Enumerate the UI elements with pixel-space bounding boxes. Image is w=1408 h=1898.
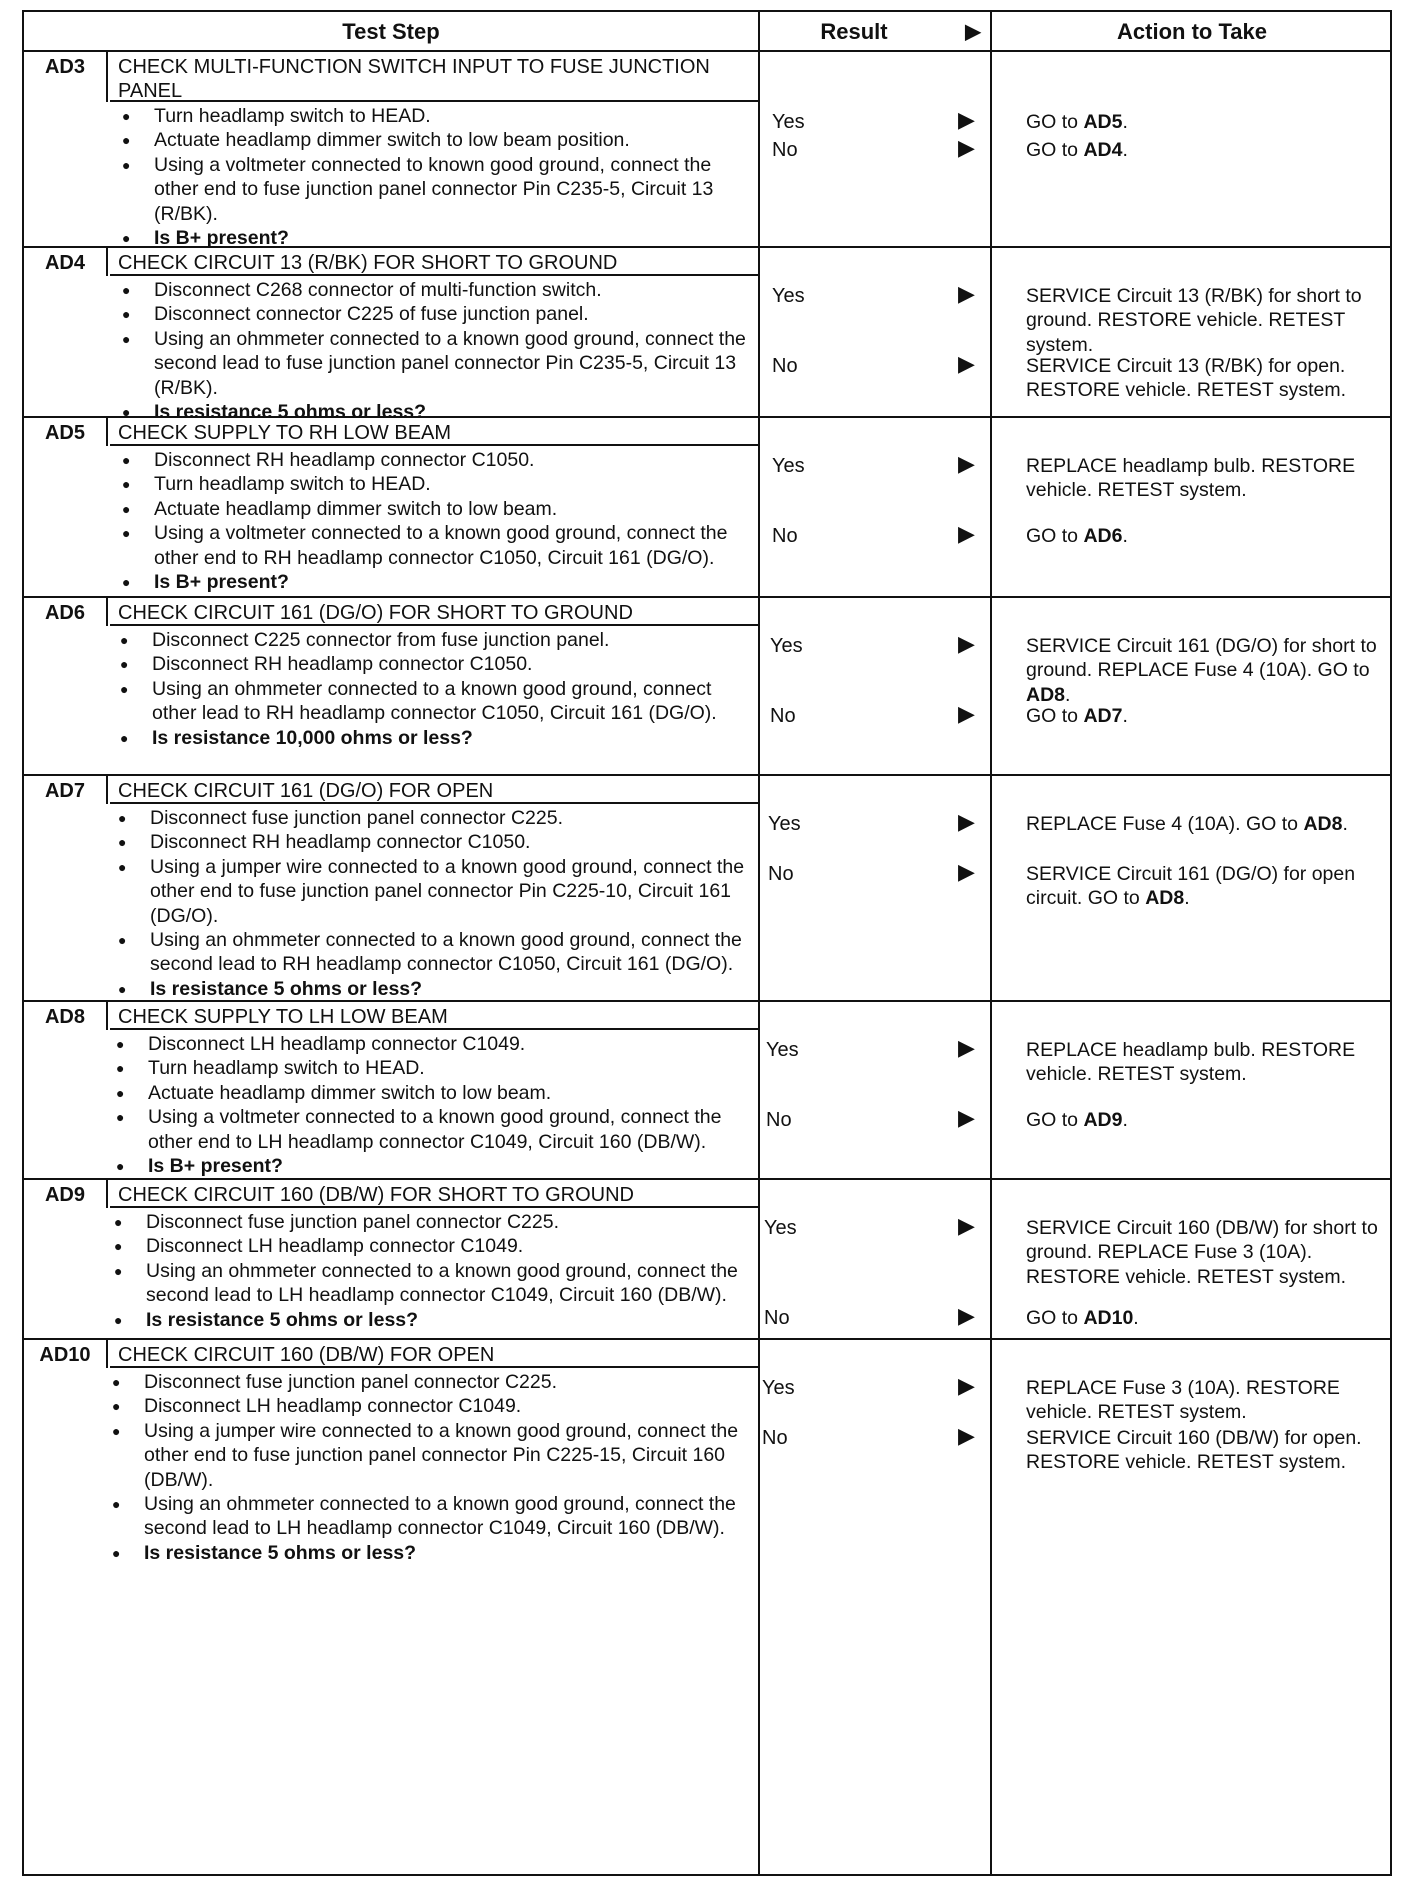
step-reference: AD8 [1145, 887, 1185, 910]
test-step-ad8 [24, 1002, 758, 1178]
instruction-item: ● Disconnect C268 connector of multi-function switch. [114, 278, 752, 302]
row-divider [24, 246, 1390, 248]
result-yes: Yes [772, 111, 805, 133]
step-id: AD7 [24, 776, 108, 804]
instruction-item: ● Actuate headlamp dimmer switch to low beam. [108, 1081, 752, 1105]
row-divider [24, 416, 1390, 418]
step-question: ● Is resistance 5 ohms or less? [114, 400, 752, 424]
instruction-item: ● Turn headlamp switch to HEAD. [108, 1056, 752, 1080]
arrow-right-icon: ▶ [958, 1105, 975, 1130]
result-no: No [772, 139, 798, 161]
instruction-item: ● Using a jumper wire connected to a known good ground, connect the other end to fuse junction panel connector Pin C225-15, Circuit 160 (DB/W). [104, 1419, 752, 1492]
instruction-item: ● Using an ohmmeter connected to a known good ground, connect the second lead to LH headlamp connector C1049, Circuit 160 (DB/W). [106, 1259, 752, 1308]
arrow-right-icon: ▶ [958, 631, 975, 656]
step-id: AD6 [24, 598, 108, 626]
step-reference: AD6 [1083, 525, 1123, 547]
step-reference: AD4 [1083, 139, 1123, 161]
result-no: No [772, 525, 798, 547]
instruction-item: ● Actuate headlamp dimmer switch to low beam position. [114, 128, 752, 152]
result-no: No [768, 863, 794, 885]
step-instructions [110, 806, 752, 1001]
action-to-take: SERVICE Circuit 13 (R/BK) for short to ground. RESTORE vehicle. RETEST system. [1026, 285, 1362, 356]
instruction-item: ● Using an ohmmeter connected to a known good ground, connect other lead to RH headlamp connector C1050, Circuit 161 (DG/O). [112, 677, 752, 726]
instruction-item: ● Using an ohmmeter connected to a known good ground, connect the second lead to fuse junction panel connector Pin C235-5, Circuit 13 (R/BK). [114, 327, 752, 400]
action-to-take: REPLACE headlamp bulb. RESTORE vehicle. RETEST system. [1026, 455, 1356, 502]
step-instructions [114, 448, 752, 594]
row-divider [24, 596, 1390, 598]
step-question: ● Is B+ present? [108, 1154, 752, 1178]
step-question: ● Is resistance 5 ohms or less? [106, 1308, 752, 1332]
instruction-item: ● Using an ohmmeter connected to a known good ground, connect the second lead to LH headlamp connector C1049, Circuit 160 (DB/W). [104, 1492, 752, 1541]
step-title: CHECK CIRCUIT 161 (DG/O) FOR SHORT TO GROUND [110, 598, 758, 626]
step-instructions [114, 278, 752, 424]
action-to-take: REPLACE Fuse 4 (10A). GO to AD8. [1026, 813, 1348, 835]
action-to-take: GO to AD4. [1026, 139, 1128, 161]
action-to-take: REPLACE headlamp bulb. RESTORE vehicle. RETEST system. [1026, 1039, 1356, 1086]
step-question: ● Is resistance 5 ohms or less? [110, 977, 752, 1001]
action-to-take: GO to AD9. [1026, 1109, 1128, 1131]
arrow-right-icon: ▶ [958, 521, 975, 546]
result-yes: Yes [762, 1377, 795, 1399]
step-id: AD10 [24, 1340, 108, 1368]
result-yes: Yes [772, 285, 805, 307]
step-title: CHECK CIRCUIT 13 (R/BK) FOR SHORT TO GROUND [110, 248, 758, 276]
arrow-right-icon: ▶ [958, 1213, 975, 1238]
action-to-take: GO to AD5. [1026, 111, 1128, 133]
result-yes: Yes [770, 635, 803, 657]
action-to-take: SERVICE Circuit 161 (DG/O) for open circuit. GO to AD8. [1026, 863, 1356, 910]
instruction-item: ● Actuate headlamp dimmer switch to low beam. [114, 497, 752, 521]
step-title: CHECK SUPPLY TO RH LOW BEAM [110, 418, 758, 446]
action-to-take: SERVICE Circuit 160 (DB/W) for short to ground. REPLACE Fuse 3 (10A). RESTORE vehicle. RETEST system. [1026, 1217, 1378, 1288]
action-to-take: SERVICE Circuit 13 (R/BK) for open. RESTORE vehicle. RETEST system. [1026, 355, 1347, 402]
action-to-take: SERVICE Circuit 160 (DB/W) for open. RESTORE vehicle. RETEST system. [1026, 1427, 1362, 1474]
step-instructions [104, 1370, 752, 1565]
instruction-item: ● Turn headlamp switch to HEAD. [114, 472, 752, 496]
step-title: CHECK MULTI-FUNCTION SWITCH INPUT TO FUSE JUNCTION PANEL [110, 52, 758, 102]
step-title: CHECK SUPPLY TO LH LOW BEAM [110, 1002, 758, 1030]
action-to-take: SERVICE Circuit 161 (DG/O) for short to ground. REPLACE Fuse 4 (10A). GO to AD8. [1026, 635, 1377, 706]
arrow-right-icon: ▶ [958, 281, 975, 306]
arrow-right-icon: ▶ [958, 809, 975, 834]
instruction-item: ● Disconnect LH headlamp connector C1049. [104, 1394, 752, 1418]
result-no: No [762, 1427, 788, 1449]
step-title: CHECK CIRCUIT 160 (DB/W) FOR OPEN [110, 1340, 758, 1368]
test-step-ad10 [24, 1340, 758, 1878]
action-to-take: GO to AD6. [1026, 525, 1128, 547]
instruction-item: ● Disconnect fuse junction panel connector C225. [104, 1370, 752, 1394]
arrow-right-icon: ▶ [958, 1423, 975, 1448]
step-instructions [112, 628, 752, 750]
step-id: AD9 [24, 1180, 108, 1208]
instruction-item: ● Using a voltmeter connected to a known good ground, connect the other end to LH headlamp connector C1049, Circuit 160 (DB/W). [108, 1105, 752, 1154]
step-reference: AD8 [1303, 813, 1343, 835]
column-divider [758, 12, 760, 1874]
arrow-right-icon: ▶ [958, 1035, 975, 1060]
step-id: AD5 [24, 418, 108, 446]
result-yes: Yes [764, 1217, 797, 1239]
row-divider [24, 1000, 1390, 1002]
row-divider [24, 1178, 1390, 1180]
result-yes: Yes [772, 455, 805, 477]
test-step-ad9 [24, 1180, 758, 1338]
arrow-right-icon: ▶ [958, 1303, 975, 1328]
arrow-right-icon: ▶ [958, 1373, 975, 1398]
test-step-ad5 [24, 418, 758, 596]
column-divider [990, 12, 992, 1874]
instruction-item: ● Disconnect RH headlamp connector C1050. [112, 652, 752, 676]
step-question: ● Is B+ present? [114, 226, 752, 250]
instruction-item: ● Using a voltmeter connected to a known good ground, connect the other end to RH headlamp connector C1050, Circuit 161 (DG/O). [114, 521, 752, 570]
step-reference: AD9 [1083, 1109, 1123, 1131]
step-reference: AD7 [1083, 705, 1123, 727]
step-instructions [108, 1032, 752, 1178]
result-no: No [766, 1109, 792, 1131]
action-to-take: REPLACE Fuse 3 (10A). RESTORE vehicle. RETEST system. [1026, 1377, 1340, 1424]
column-header-result: Result [820, 19, 888, 44]
result-yes: Yes [768, 813, 801, 835]
row-divider [24, 1338, 1390, 1340]
arrow-right-icon: ▶ [958, 351, 975, 376]
step-reference: AD10 [1083, 1307, 1134, 1329]
step-question: ● Is resistance 10,000 ohms or less? [112, 726, 752, 750]
column-header-test-step: Test Step [342, 19, 440, 44]
step-id: AD3 [24, 52, 108, 102]
step-id: AD8 [24, 1002, 108, 1030]
diagnostic-table [22, 10, 1392, 1876]
result-yes: Yes [766, 1039, 799, 1061]
arrow-right-icon: ▶ [958, 451, 975, 476]
result-no: No [764, 1307, 790, 1329]
result-no: No [770, 705, 796, 727]
arrow-right-icon: ▶ [958, 135, 975, 160]
instruction-item: ● Disconnect fuse junction panel connector C225. [106, 1210, 752, 1234]
test-step-ad3 [24, 52, 758, 250]
arrow-right-icon: ▶ [958, 859, 975, 884]
step-title: CHECK CIRCUIT 160 (DB/W) FOR SHORT TO GROUND [110, 1180, 758, 1208]
test-step-ad7 [24, 776, 758, 1000]
instruction-item: ● Disconnect RH headlamp connector C1050. [114, 448, 752, 472]
step-title: CHECK CIRCUIT 161 (DG/O) FOR OPEN [110, 776, 758, 804]
instruction-item: ● Disconnect fuse junction panel connector C225. [110, 806, 752, 830]
instruction-item: ● Disconnect LH headlamp connector C1049. [108, 1032, 752, 1056]
instruction-item: ● Disconnect C225 connector from fuse junction panel. [112, 628, 752, 652]
step-reference: AD8 [1026, 683, 1066, 706]
instruction-item: ● Disconnect connector C225 of fuse junction panel. [114, 302, 752, 326]
action-to-take: GO to AD10. [1026, 1307, 1139, 1329]
step-id: AD4 [24, 248, 108, 276]
step-question: ● Is resistance 5 ohms or less? [104, 1541, 752, 1565]
instruction-item: ● Using an ohmmeter connected to a known good ground, connect the second lead to RH headlamp connector C1050, Circuit 161 (DG/O). [110, 928, 752, 977]
test-step-ad6 [24, 598, 758, 774]
result-no: No [772, 355, 798, 377]
step-question: ● Is B+ present? [114, 570, 752, 594]
test-step-ad4 [24, 248, 758, 424]
header-arrow-icon: ▶ [965, 21, 981, 43]
instruction-item: ● Disconnect RH headlamp connector C1050. [110, 830, 752, 854]
step-reference: AD5 [1083, 111, 1123, 133]
instruction-item: ● Turn headlamp switch to HEAD. [114, 104, 752, 128]
instruction-item: ● Disconnect LH headlamp connector C1049. [106, 1234, 752, 1258]
arrow-right-icon: ▶ [958, 701, 975, 726]
column-header-action: Action to Take [1117, 19, 1267, 44]
row-divider [24, 774, 1390, 776]
instruction-item: ● Using a jumper wire connected to a known good ground, connect the other end to fuse junction panel connector Pin C225-10, Circuit 161 (DG/O). [110, 855, 752, 928]
action-to-take: GO to AD7. [1026, 705, 1128, 727]
arrow-right-icon: ▶ [958, 107, 975, 132]
instruction-item: ● Using a voltmeter connected to known good ground, connect the other end to fuse junction panel connector Pin C235-5, Circuit 13 (R/BK). [114, 153, 752, 226]
step-instructions [106, 1210, 752, 1332]
step-instructions [114, 104, 752, 250]
